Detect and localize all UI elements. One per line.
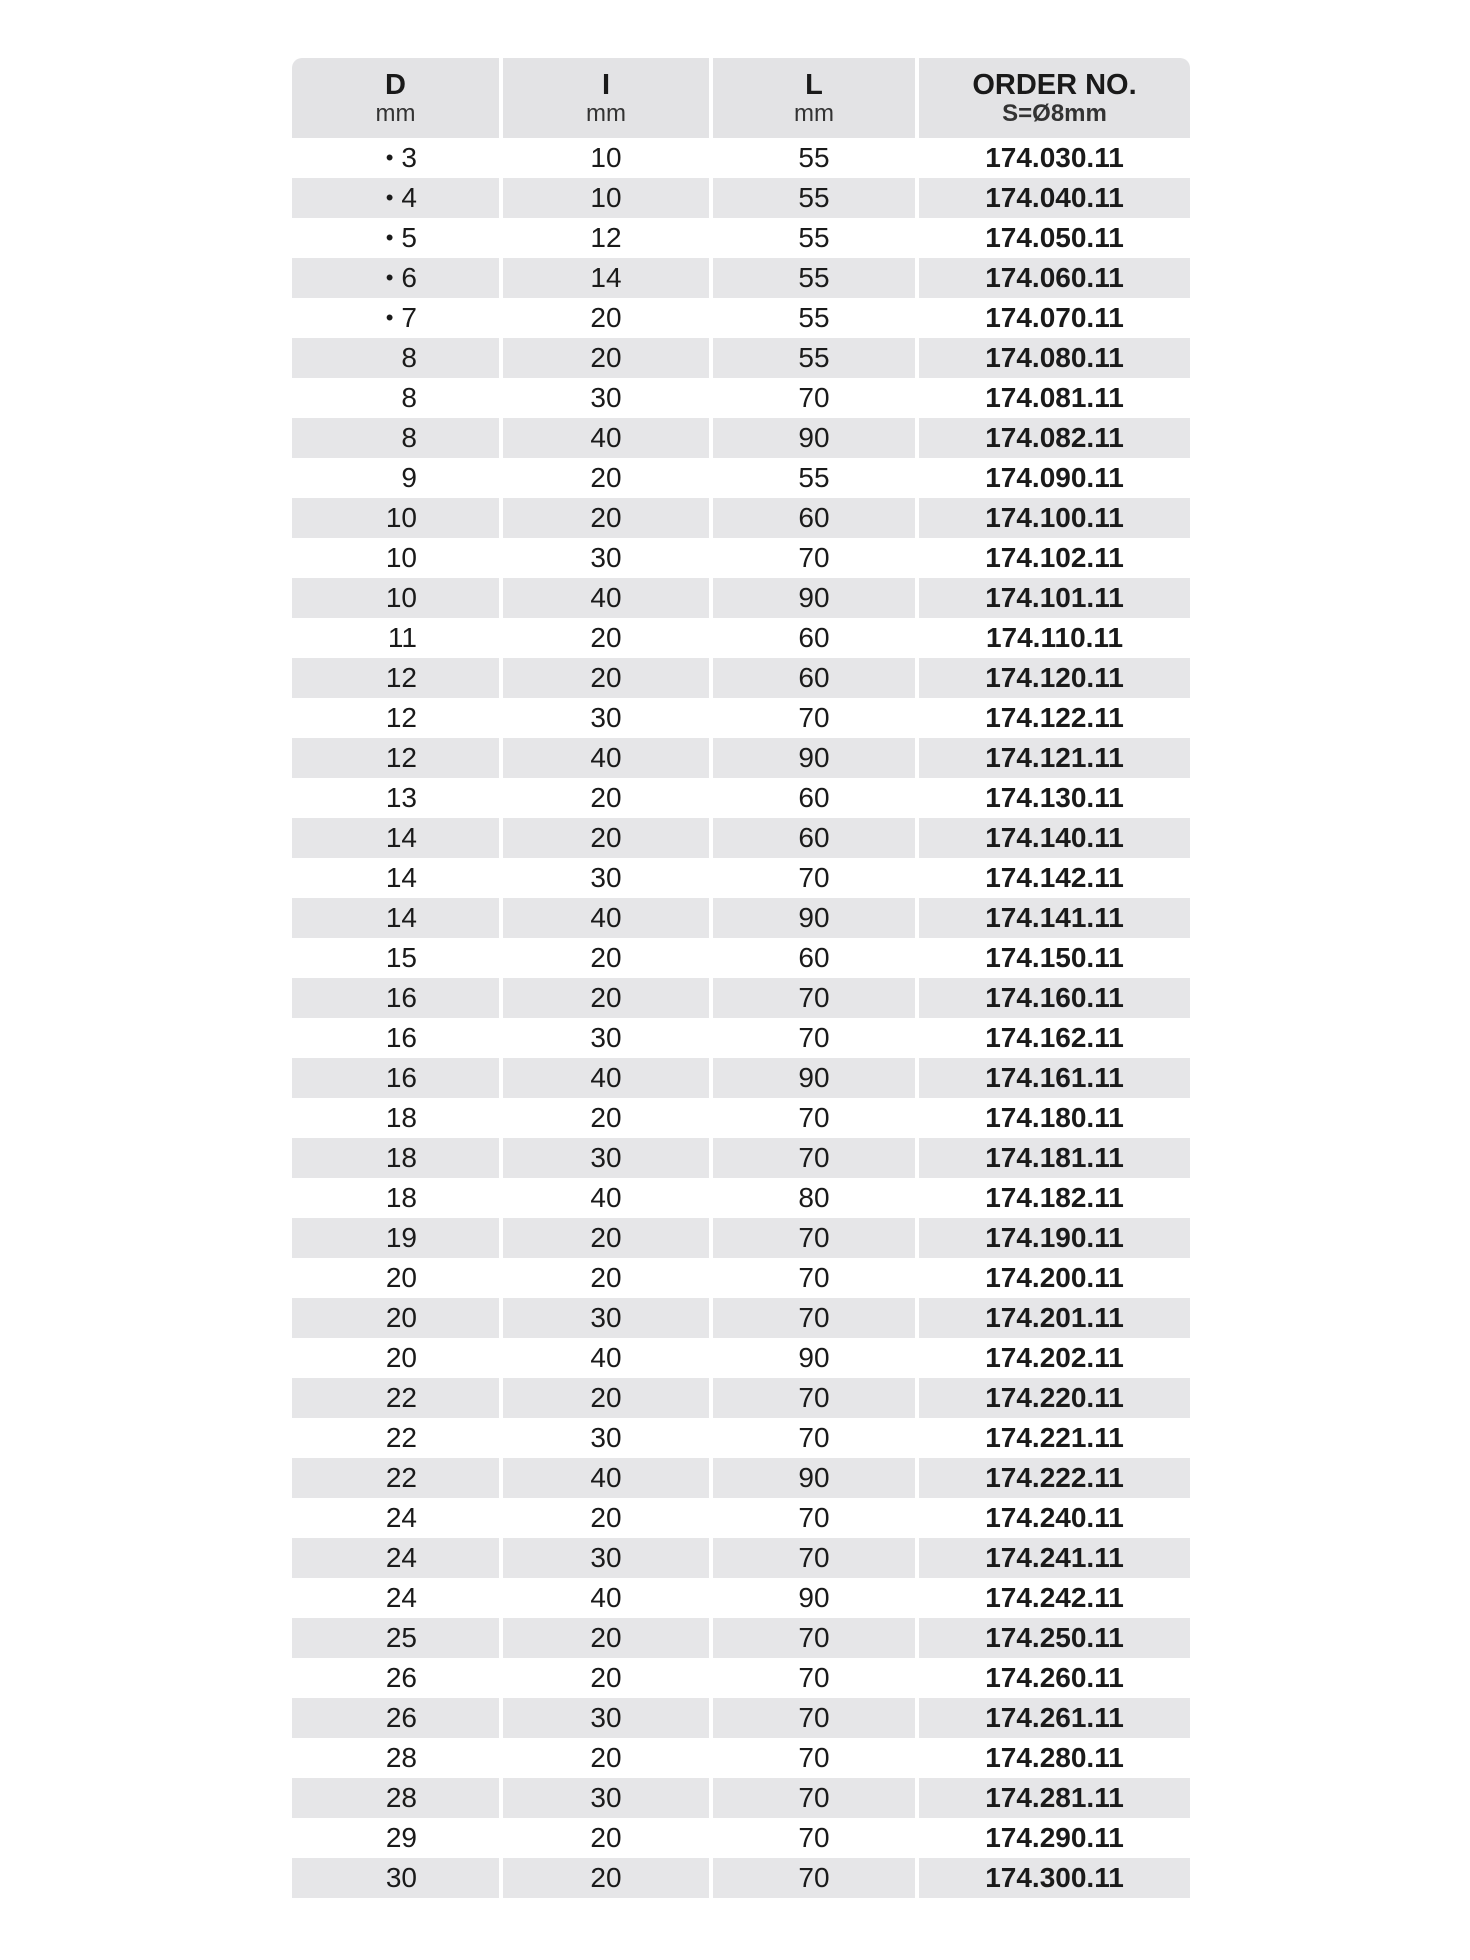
cell-l: 60 [798, 782, 830, 813]
cell-l: 70 [713, 1138, 915, 1178]
cell-d [292, 1218, 499, 1258]
cell-l: 70 [713, 1378, 915, 1418]
cell-i: 30 [590, 542, 622, 573]
cell-order-no: 174.182.11 [985, 1182, 1124, 1213]
cell-order-no: 174.300.11 [919, 1858, 1190, 1898]
cell-d-value: 25 [385, 1622, 417, 1653]
cell-d-value: 24 [385, 1542, 417, 1573]
cell-d-value: 14 [385, 862, 417, 893]
cell-l: 70 [798, 382, 830, 413]
cell-d-value: 9 [401, 462, 417, 493]
table-row [292, 818, 1190, 858]
cell-l: 55 [713, 258, 915, 298]
cell-i: 40 [503, 898, 709, 938]
cell-d [292, 898, 499, 938]
cell-d [292, 1458, 499, 1498]
cell-i: 30 [590, 1022, 622, 1053]
cell-l: 70 [798, 1262, 830, 1293]
cell-order-no: 174.120.11 [919, 658, 1190, 698]
cell-d-value: 14 [385, 822, 417, 853]
cell-l: 70 [798, 1102, 830, 1133]
cell-d [292, 1298, 499, 1338]
table-row [292, 378, 1190, 418]
cell-i: 30 [503, 1138, 709, 1178]
cell-d [292, 1178, 499, 1218]
table-row [292, 538, 1190, 578]
table-row [292, 738, 1190, 778]
cell-l: 70 [798, 702, 830, 733]
cell-i: 20 [590, 1502, 622, 1533]
cell-i: 20 [590, 782, 622, 813]
cell-d-value: 10 [385, 502, 417, 533]
cell-d-value: 11 [387, 622, 417, 653]
table-row [292, 298, 1190, 338]
table-row [292, 1818, 1190, 1858]
cell-order-no: 174.280.11 [985, 1742, 1124, 1773]
table-header [292, 58, 1190, 138]
bullet-icon: • [385, 265, 394, 290]
cell-l: 60 [798, 622, 830, 653]
table-row [292, 1378, 1190, 1418]
cell-i: 40 [503, 418, 709, 458]
table-row [292, 138, 1190, 178]
cell-i: 20 [590, 942, 622, 973]
table-row [292, 1658, 1190, 1698]
cell-l: 70 [713, 1858, 915, 1898]
cell-l: 55 [713, 338, 915, 378]
cell-i: 20 [503, 1618, 709, 1658]
cell-i: 30 [590, 862, 622, 893]
cell-i: 20 [590, 1822, 622, 1853]
cell-order-no: 174.110.11 [985, 622, 1124, 653]
cell-l: 70 [713, 1218, 915, 1258]
cell-d-value: 12 [385, 702, 417, 733]
table-row [292, 1858, 1190, 1898]
cell-d [292, 1818, 499, 1858]
cell-d-value: 29 [385, 1822, 417, 1853]
cell-order-no: 174.150.11 [985, 942, 1124, 973]
cell-order-no: 174.260.11 [985, 1662, 1124, 1693]
cell-d [292, 338, 499, 378]
cell-l: 60 [713, 818, 915, 858]
cell-order-no: 174.090.11 [985, 462, 1124, 493]
bullet-icon: • [385, 225, 394, 250]
header-order [919, 58, 1190, 138]
cell-d [292, 578, 499, 618]
cell-i: 30 [503, 1298, 709, 1338]
cell-i: 40 [590, 1342, 622, 1373]
cell-i: 40 [503, 578, 709, 618]
header-d-unit: mm [375, 100, 416, 127]
cell-d [292, 458, 499, 498]
cell-d-value: 8 [401, 342, 417, 373]
table-row [292, 578, 1190, 618]
cell-order-no: 174.240.11 [985, 1502, 1124, 1533]
cell-order-no: 174.081.11 [985, 382, 1124, 413]
header-l-title: L [805, 69, 823, 101]
table-body [292, 138, 1190, 1898]
cell-order-no: 174.222.11 [919, 1458, 1190, 1498]
cell-l: 90 [713, 1458, 915, 1498]
cell-l: 70 [713, 978, 915, 1018]
table-row [292, 258, 1190, 298]
cell-d-value: 12 [385, 742, 417, 773]
cell-d-value: 10 [385, 542, 417, 573]
cell-d-value: 6 [401, 262, 417, 293]
cell-l: 80 [798, 1182, 830, 1213]
table-row [292, 898, 1190, 938]
cell-d-value: 15 [385, 942, 417, 973]
cell-d-value: 24 [385, 1502, 417, 1533]
cell-d [292, 1338, 499, 1378]
cell-l: 90 [798, 1582, 830, 1613]
cell-i: 40 [503, 1058, 709, 1098]
cell-l: 90 [798, 1342, 830, 1373]
cell-i: 20 [503, 498, 709, 538]
cell-d [292, 538, 499, 578]
cell-d [292, 1618, 499, 1658]
bullet-icon: • [385, 145, 394, 170]
header-d [292, 58, 499, 138]
header-l [713, 58, 915, 138]
cell-d-value: 22 [385, 1422, 417, 1453]
cell-d-value: 7 [401, 302, 417, 333]
cell-d [292, 658, 499, 698]
cell-i: 20 [590, 622, 622, 653]
cell-l: 60 [713, 498, 915, 538]
cell-d-value: 28 [385, 1782, 417, 1813]
cell-d-value: 20 [385, 1262, 417, 1293]
cell-l: 90 [713, 738, 915, 778]
cell-l: 55 [798, 302, 830, 333]
cell-d [292, 1778, 499, 1818]
cell-d [292, 178, 499, 218]
cell-d [292, 1698, 499, 1738]
cell-d [292, 698, 499, 738]
cell-order-no: 174.161.11 [919, 1058, 1190, 1098]
cell-l: 70 [798, 1742, 830, 1773]
cell-i: 20 [590, 1662, 622, 1693]
table-row [292, 418, 1190, 458]
cell-l: 90 [713, 898, 915, 938]
table-row [292, 1018, 1190, 1058]
cell-l: 60 [713, 658, 915, 698]
cell-d [292, 778, 499, 818]
cell-order-no: 174.040.11 [919, 178, 1190, 218]
cell-d-value: 19 [385, 1222, 417, 1253]
cell-order-no: 174.201.11 [919, 1298, 1190, 1338]
cell-d [292, 138, 499, 178]
cell-d [292, 938, 499, 978]
cell-l: 55 [798, 142, 830, 173]
cell-l: 70 [798, 1502, 830, 1533]
table-row [292, 1778, 1190, 1818]
cell-d [292, 1258, 499, 1298]
cell-d-value: 18 [385, 1142, 417, 1173]
header-l-unit: mm [794, 100, 834, 127]
cell-l: 70 [798, 862, 830, 893]
cell-i: 30 [590, 1422, 622, 1453]
cell-order-no: 174.181.11 [919, 1138, 1190, 1178]
table-row [292, 338, 1190, 378]
table-row [292, 938, 1190, 978]
cell-d [292, 418, 499, 458]
cell-d-value: 13 [385, 782, 417, 813]
cell-order-no: 174.180.11 [985, 1102, 1124, 1133]
table-row [292, 618, 1190, 658]
table-row [292, 1498, 1190, 1538]
cell-l: 70 [798, 1422, 830, 1453]
cell-i: 30 [590, 702, 622, 733]
cell-order-no: 174.250.11 [919, 1618, 1190, 1658]
cell-d-value: 12 [385, 662, 417, 693]
cell-d-value: 24 [385, 1582, 417, 1613]
cell-order-no: 174.281.11 [919, 1778, 1190, 1818]
cell-order-no: 174.030.11 [985, 142, 1124, 173]
cell-order-no: 174.142.11 [985, 862, 1124, 893]
cell-d-value: 5 [401, 222, 417, 253]
cell-d [292, 1538, 499, 1578]
cell-d [292, 1498, 499, 1538]
cell-order-no: 174.121.11 [919, 738, 1190, 778]
table-row [292, 1418, 1190, 1458]
cell-d [292, 618, 499, 658]
header-i-title: I [601, 69, 611, 101]
cell-l: 70 [713, 1698, 915, 1738]
cell-l: 70 [798, 1822, 830, 1853]
table-row [292, 498, 1190, 538]
cell-i: 20 [590, 1102, 622, 1133]
cell-d [292, 1058, 499, 1098]
cell-order-no: 174.082.11 [919, 418, 1190, 458]
cell-i: 20 [590, 1742, 622, 1773]
cell-d-value: 26 [385, 1662, 417, 1693]
cell-i: 30 [503, 1538, 709, 1578]
cell-d [292, 978, 499, 1018]
cell-i: 20 [590, 302, 622, 333]
cell-order-no: 174.141.11 [919, 898, 1190, 938]
table-row [292, 458, 1190, 498]
cell-i: 20 [590, 462, 622, 493]
cell-d-value: 18 [385, 1102, 417, 1133]
cell-i: 40 [503, 738, 709, 778]
cell-d [292, 1098, 499, 1138]
cell-d-value: 8 [401, 382, 417, 413]
cell-d [292, 738, 499, 778]
cell-order-no: 174.162.11 [985, 1022, 1124, 1053]
cell-d [292, 1858, 499, 1898]
cell-order-no: 174.241.11 [919, 1538, 1190, 1578]
cell-d [292, 858, 499, 898]
table-row [292, 1178, 1190, 1218]
cell-order-no: 174.290.11 [985, 1822, 1124, 1853]
cell-order-no: 174.242.11 [985, 1582, 1124, 1613]
cell-l: 70 [713, 1298, 915, 1338]
cell-order-no: 174.160.11 [919, 978, 1190, 1018]
cell-d [292, 1018, 499, 1058]
cell-order-no: 174.060.11 [919, 258, 1190, 298]
cell-l: 55 [713, 178, 915, 218]
header-d-title: D [385, 69, 406, 101]
cell-i: 40 [590, 1582, 622, 1613]
table-row [292, 1218, 1190, 1258]
cell-i: 20 [503, 1218, 709, 1258]
table-row [292, 178, 1190, 218]
cell-d-value: 10 [385, 582, 417, 613]
cell-order-no: 174.140.11 [919, 818, 1190, 858]
cell-l: 70 [798, 542, 830, 573]
cell-l: 70 [713, 1778, 915, 1818]
cell-d-value: 22 [385, 1382, 417, 1413]
table-row [292, 1698, 1190, 1738]
header-order-unit: S=Ø8mm [1002, 100, 1107, 127]
cell-order-no: 174.070.11 [985, 302, 1124, 333]
header-i [503, 58, 709, 138]
cell-order-no: 174.101.11 [919, 578, 1190, 618]
table-row [292, 1058, 1190, 1098]
cell-i: 40 [590, 1182, 622, 1213]
cell-d [292, 1738, 499, 1778]
cell-order-no: 174.220.11 [919, 1378, 1190, 1418]
cell-l: 55 [798, 222, 830, 253]
table-row [292, 858, 1190, 898]
cell-order-no: 174.102.11 [985, 542, 1124, 573]
table-row [292, 1538, 1190, 1578]
header-order-title: ORDER NO. [972, 69, 1137, 101]
cell-i: 40 [503, 1458, 709, 1498]
cell-d-value: 22 [385, 1462, 417, 1493]
cell-i: 12 [590, 222, 622, 253]
cell-order-no: 174.221.11 [985, 1422, 1124, 1453]
table-row [292, 698, 1190, 738]
cell-order-no: 174.080.11 [919, 338, 1190, 378]
cell-d-value: 16 [385, 982, 417, 1013]
cell-l: 70 [798, 1022, 830, 1053]
cell-order-no: 174.261.11 [919, 1698, 1190, 1738]
cell-l: 60 [798, 942, 830, 973]
cell-d [292, 1658, 499, 1698]
cell-l: 70 [713, 1618, 915, 1658]
table-row [292, 1098, 1190, 1138]
table-row [292, 1138, 1190, 1178]
cell-i: 20 [590, 1262, 622, 1293]
cell-order-no: 174.190.11 [919, 1218, 1190, 1258]
bullet-icon: • [385, 185, 394, 210]
cell-d [292, 378, 499, 418]
cell-i: 30 [503, 1698, 709, 1738]
cell-d-value: 3 [401, 142, 417, 173]
cell-i: 10 [503, 178, 709, 218]
cell-i: 20 [503, 818, 709, 858]
cell-d-value: 20 [385, 1342, 417, 1373]
cell-d-value: 28 [385, 1742, 417, 1773]
table-row [292, 1258, 1190, 1298]
cell-d [292, 1138, 499, 1178]
table-row [292, 1578, 1190, 1618]
table-row [292, 218, 1190, 258]
header-i-unit: mm [586, 100, 626, 127]
cell-d [292, 1378, 499, 1418]
table-row [292, 1298, 1190, 1338]
table-row [292, 1458, 1190, 1498]
table-row [292, 1738, 1190, 1778]
cell-l: 55 [798, 462, 830, 493]
cell-i: 20 [503, 338, 709, 378]
cell-d [292, 1418, 499, 1458]
cell-l: 90 [713, 578, 915, 618]
cell-order-no: 174.130.11 [985, 782, 1124, 813]
cell-d [292, 218, 499, 258]
cell-d [292, 818, 499, 858]
cell-d-value: 26 [385, 1702, 417, 1733]
cell-i: 20 [503, 1858, 709, 1898]
cell-order-no: 174.100.11 [919, 498, 1190, 538]
cell-d-value: 16 [385, 1022, 417, 1053]
cell-d-value: 14 [385, 902, 417, 933]
cell-i: 20 [503, 978, 709, 1018]
cell-d-value: 4 [401, 182, 417, 213]
cell-d-value: 18 [385, 1182, 417, 1213]
table-row [292, 1618, 1190, 1658]
product-table [292, 58, 1190, 1898]
cell-d [292, 298, 499, 338]
cell-d [292, 258, 499, 298]
cell-i: 10 [590, 142, 622, 173]
table-row [292, 1338, 1190, 1378]
cell-l: 70 [798, 1662, 830, 1693]
cell-order-no: 174.200.11 [985, 1262, 1124, 1293]
cell-d-value: 16 [385, 1062, 417, 1093]
cell-i: 30 [503, 1778, 709, 1818]
cell-order-no: 174.050.11 [985, 222, 1124, 253]
cell-order-no: 174.122.11 [985, 702, 1124, 733]
cell-i: 30 [590, 382, 622, 413]
bullet-icon: • [385, 305, 394, 330]
cell-order-no: 174.202.11 [985, 1342, 1124, 1373]
table-row [292, 778, 1190, 818]
cell-d-value: 20 [385, 1302, 417, 1333]
cell-l: 70 [713, 1538, 915, 1578]
table-row [292, 978, 1190, 1018]
cell-d [292, 1578, 499, 1618]
cell-d [292, 498, 499, 538]
cell-i: 20 [503, 658, 709, 698]
cell-i: 20 [503, 1378, 709, 1418]
cell-l: 90 [713, 1058, 915, 1098]
table-row [292, 658, 1190, 698]
cell-d-value: 8 [401, 422, 417, 453]
cell-i: 14 [503, 258, 709, 298]
cell-l: 90 [713, 418, 915, 458]
cell-d-value: 30 [385, 1862, 417, 1893]
